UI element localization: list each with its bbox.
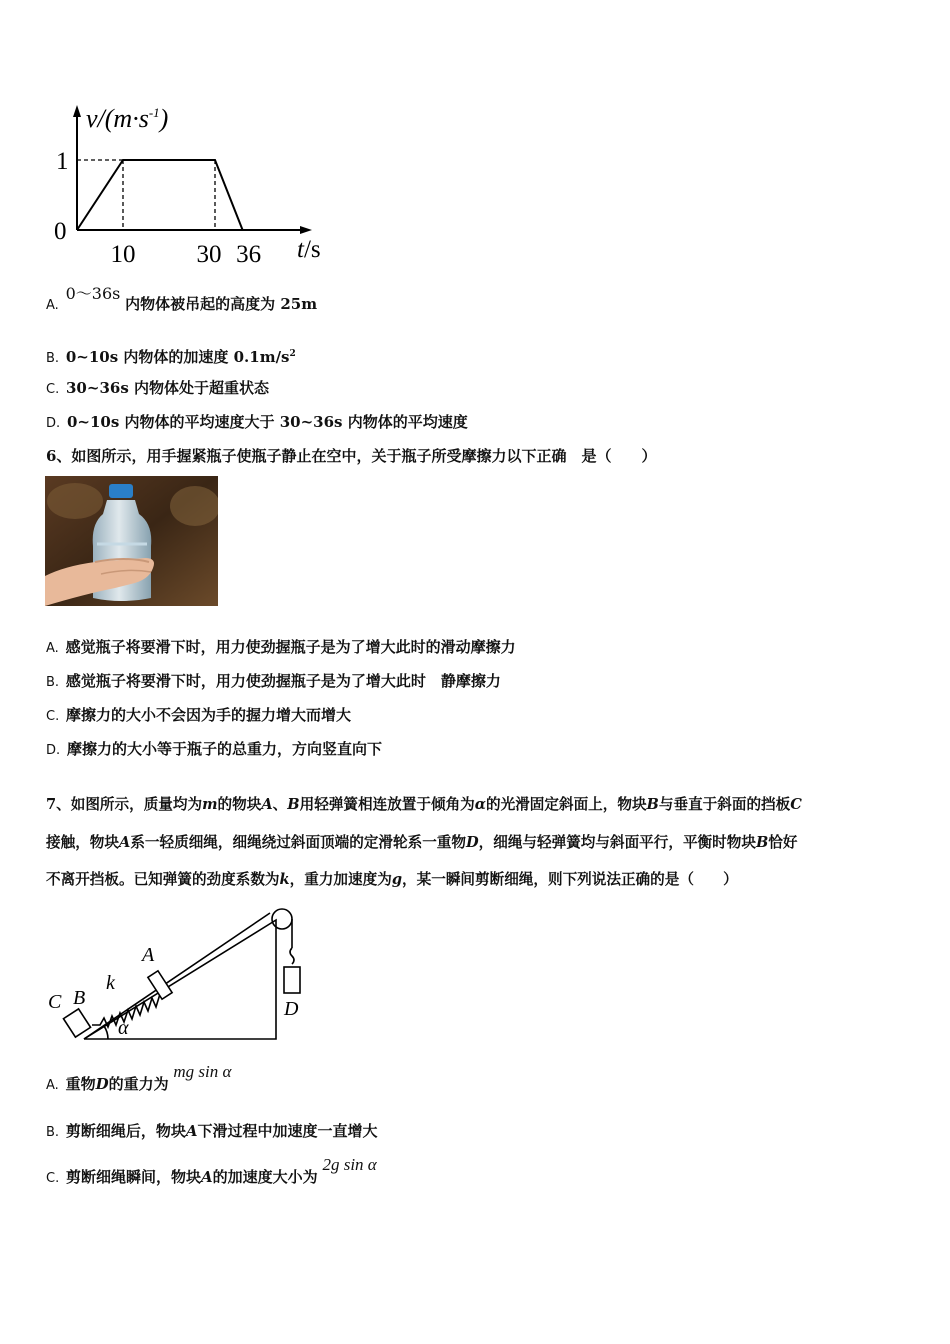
- q6-option-b: [46, 671, 501, 693]
- q7-option-c-text-2: 的加速度大小为: [212, 1168, 318, 1186]
- q7-l2-text-4: 恰好: [768, 834, 798, 851]
- q7-l3-text-1: 不离开挡板。已知弹簧的劲度系数为: [46, 871, 280, 888]
- q7-option-a-text-2: 的重力为: [108, 1075, 169, 1093]
- hook: [290, 948, 294, 964]
- q6-option-c-label: C.: [46, 709, 60, 724]
- q7-option-c-text-1: 剪断细绳瞬间，物块: [66, 1168, 202, 1186]
- q7-l1-text-1: 7、如图所示，质量均为: [46, 796, 203, 813]
- q7-option-a-math: mg sin α: [173, 1062, 232, 1081]
- q5-option-b-text: 0~10s 内物体的加速度 0.1m/s: [65, 348, 290, 366]
- hand-holding-bottle-photo: [45, 476, 218, 606]
- q7-l1-var-b2: B: [646, 796, 659, 813]
- q7-l3-var-g: g: [391, 871, 403, 888]
- q6-option-b-label: B.: [46, 675, 60, 690]
- label-d: D: [284, 998, 299, 1020]
- label-c: C: [48, 991, 62, 1013]
- x-axis-arrow: [300, 226, 312, 234]
- q7-option-b-text-2: 下滑过程中加速度一直增大: [197, 1122, 378, 1140]
- q7-option-c-var: A: [201, 1168, 213, 1186]
- q7-l2-var-a: A: [118, 834, 131, 851]
- q7-option-a-var: D: [95, 1075, 109, 1093]
- q7-stem-line-2: [46, 833, 797, 853]
- label-a: A: [142, 944, 155, 966]
- q7-l2-text-3: ，细绳与轻弹簧均与斜面平行，平衡时物块: [478, 834, 756, 851]
- q7-l2-var-b: B: [755, 834, 769, 851]
- label-k: k: [106, 972, 115, 994]
- q7-option-a-text-1: 重物: [65, 1075, 96, 1093]
- q7-l3-text-2: ，重力加速度为: [289, 871, 392, 888]
- q5-option-b: [46, 344, 296, 369]
- q7-option-c-math: 2g sin α: [322, 1155, 377, 1174]
- q5-option-c: [46, 378, 269, 400]
- q7-l1-text-5: 的光滑固定斜面上，物块: [486, 796, 647, 813]
- q7-l1-text-2: 的物块: [217, 796, 262, 813]
- q6-option-c-text: 摩擦力的大小不会因为手的握力增大而增大: [66, 706, 352, 724]
- q7-l1-text-3: 、: [272, 796, 288, 813]
- q6-option-a-text: 感觉瓶子将要滑下时，用力使劲握瓶子是为了增大此时的滑动摩擦力: [65, 638, 516, 656]
- q6-option-b-text: 感觉瓶子将要滑下时，用力使劲握瓶子是为了增大此时 静摩擦力: [65, 672, 501, 690]
- q7-l1-var-a: A: [261, 796, 273, 813]
- q6-stem: 6、如图所示，用手握紧瓶子使瓶子静止在空中，关于瓶子所受摩擦力以下正确 是（ ）: [46, 447, 657, 465]
- x-axis-label: t/s: [297, 236, 321, 263]
- y-axis-label: $v/(m\cdot s^{-1})$: [86, 104, 169, 133]
- q7-l2-text-2: 系一轻质细绳，细绳绕过斜面顶端的定滑轮系一重物: [130, 834, 466, 851]
- q5-option-d-label: D.: [46, 416, 61, 431]
- x-tick-30: 30: [196, 241, 222, 268]
- q5-option-b-sup: 2: [289, 349, 296, 359]
- q7-option-b: [46, 1121, 378, 1143]
- q7-option-a: [46, 1062, 232, 1096]
- q5-option-a-text: 内物体被吊起的高度为 25m: [125, 295, 318, 313]
- y-axis-arrow: [73, 105, 81, 117]
- q5-option-d: [46, 412, 468, 434]
- q5-option-a: [46, 284, 318, 316]
- q6-option-d: [46, 739, 382, 761]
- q7-l1-text-6: 与垂直于斜面的挡板: [658, 796, 791, 813]
- angle-arc: [104, 1026, 108, 1039]
- q7-option-b-var: A: [185, 1122, 198, 1140]
- block-b: [63, 1009, 90, 1037]
- q6-option-c: [46, 705, 351, 727]
- q7-option-b-text-1: 剪断细绳后，物块: [65, 1122, 186, 1140]
- q7-l3-text-3: ，某一瞬间剪断细绳，则下列说法正确的是（ ）: [402, 871, 738, 888]
- q7-option-b-label: B.: [46, 1125, 60, 1140]
- q5-option-d-text: 0~10s 内物体的平均速度大于 30~36s 内物体的平均速度: [66, 413, 468, 431]
- incline-spring-figure: [44, 902, 314, 1047]
- q7-option-c: [46, 1155, 377, 1189]
- q7-l1-text-4: 用轻弹簧相连放置于倾角为: [299, 796, 475, 813]
- pulley: [272, 909, 292, 929]
- weight-d: [284, 967, 300, 993]
- x-tick-36: 36: [236, 241, 262, 268]
- q7-l2-var-d: D: [465, 834, 479, 851]
- y-tick-1: 1: [56, 148, 69, 175]
- q7-l1-var-b: B: [287, 796, 300, 813]
- q7-stem-line-1: [46, 795, 802, 815]
- q7-l3-var-k: k: [279, 871, 290, 888]
- q5-option-a-label: A.: [46, 298, 59, 313]
- origin-label: 0: [54, 218, 67, 245]
- q6-option-a: [46, 637, 516, 659]
- q7-stem-line-3: [46, 870, 738, 890]
- q7-l2-text-1: 接触，物块: [46, 834, 119, 851]
- q5-option-c-text: 30~36s 内物体处于超重状态: [66, 379, 269, 397]
- q5-option-a-math: 0～36s: [65, 284, 121, 303]
- q7-option-c-label: C.: [46, 1171, 60, 1186]
- x-tick-10: 10: [110, 241, 136, 268]
- q7-l1-var-c: C: [790, 796, 802, 813]
- q6-option-a-label: A.: [46, 641, 59, 656]
- block-a: [148, 971, 172, 999]
- q5-option-b-label: B.: [46, 351, 60, 366]
- label-alpha: α: [118, 1017, 129, 1039]
- q7-l1-var-m: m: [202, 796, 218, 813]
- velocity-time-graph: [46, 95, 346, 275]
- q6-option-d-label: D.: [46, 743, 61, 758]
- q7-l1-var-alpha: α: [474, 796, 486, 813]
- q7-option-a-label: A.: [46, 1078, 59, 1093]
- q5-option-c-label: C.: [46, 382, 60, 397]
- label-b: B: [73, 987, 86, 1009]
- velocity-line: [77, 160, 243, 230]
- q6-option-d-text: 摩擦力的大小等于瓶子的总重力，方向竖直向下: [66, 740, 382, 758]
